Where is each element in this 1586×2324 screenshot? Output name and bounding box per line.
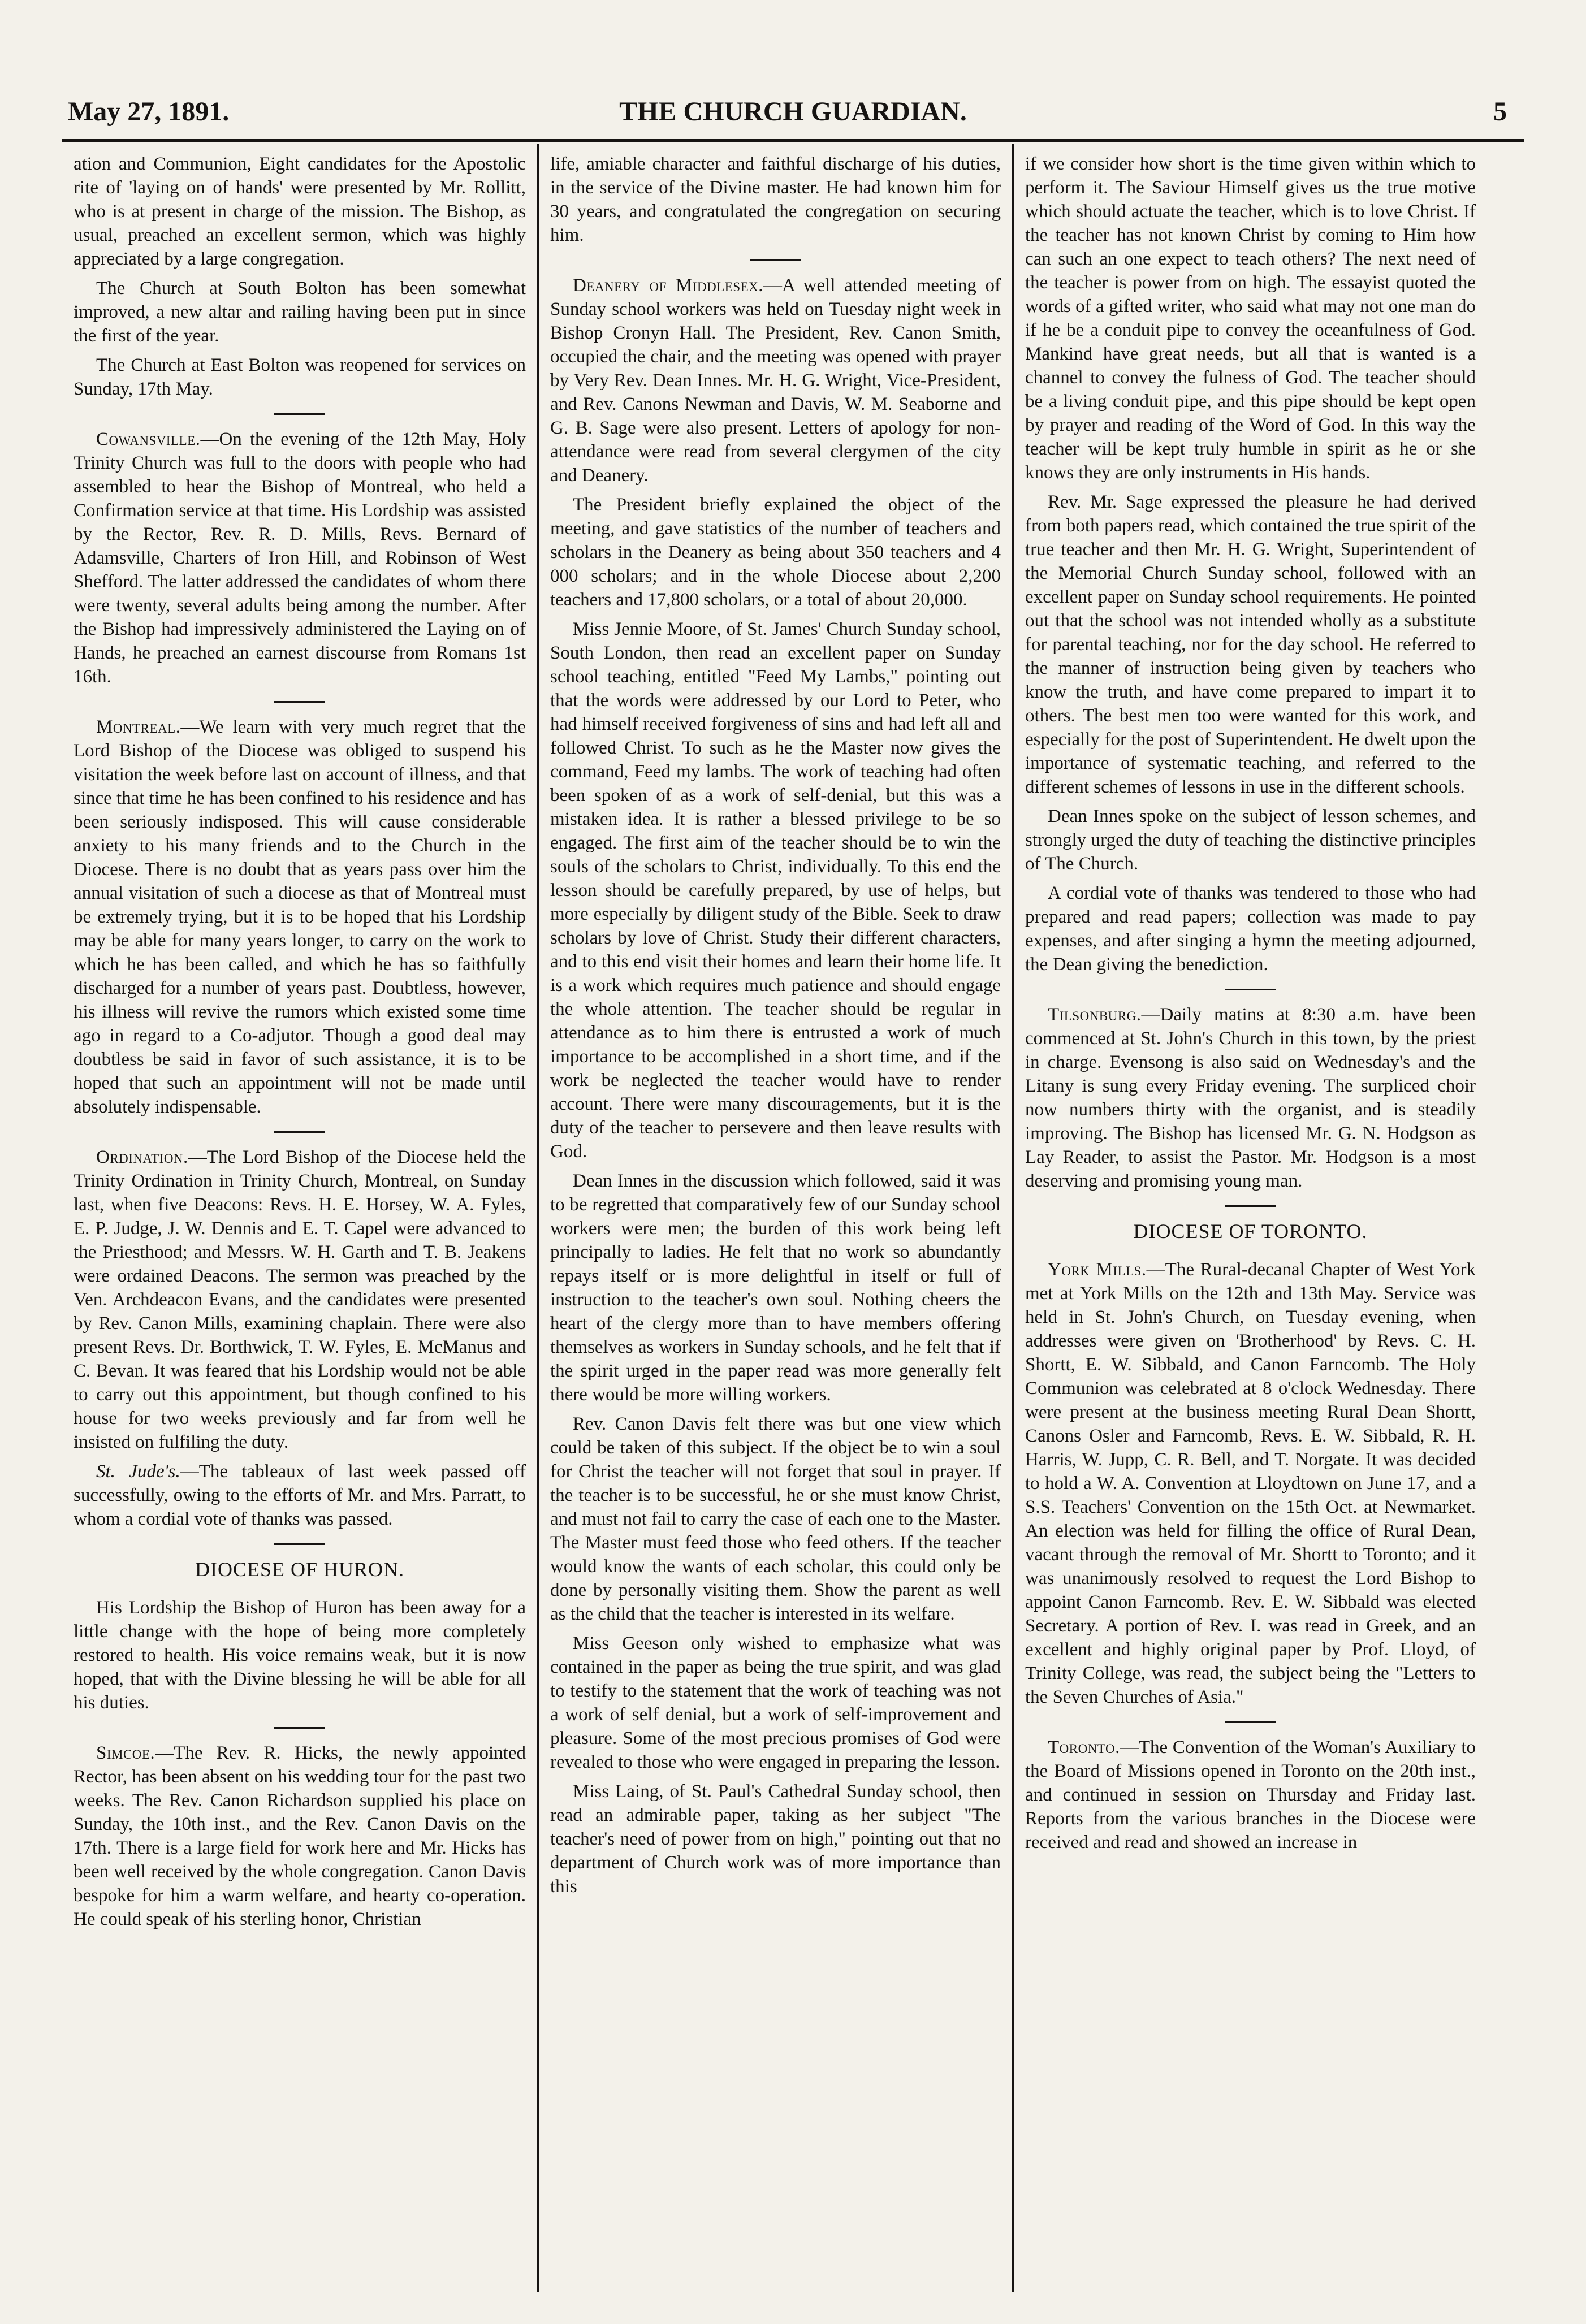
- divider: [274, 413, 325, 415]
- paragraph: A cordial vote of thanks was tendered to those who had prepared and read papers; collection was made to pay expenses, and after singing a hymn the meeting adjourned, the Dean giving the benediction.: [1025, 883, 1476, 975]
- masthead-title: THE CHURCH GUARDIAN.: [619, 97, 967, 127]
- divider: [1225, 989, 1276, 990]
- section-heading-toronto: DIOCESE OF TORONTO.: [1133, 1220, 1368, 1243]
- paragraph: Rev. Canon Davis felt there was but one view which could be taken of this subject. If the object be to win a soul for Christ the teacher will not forget that soul in prayer. If the teacher is to be successful, he or she must know Christ, and must not fail to carry the case of each one to the Master. The Master must feed those who feed others. If the teacher would know the wants of each scholar, this could only be done by personally visiting them. Show the parent as well as the child that the teacher is interested in its welfare.: [550, 1414, 1001, 1624]
- paragraph: The Church at South Bolton has been somewhat improved, a new altar and railing having been put in since the first of the year.: [74, 278, 526, 346]
- divider: [1225, 1721, 1276, 1723]
- divider: [274, 1543, 325, 1545]
- paragraph: Dean Innes spoke on the subject of lesson schemes, and strongly urged the duty of teaching the distinctive principles of The Church.: [1025, 806, 1476, 874]
- item-text: —A well attended meeting of Sunday school workers was held on Tuesday night week in Bishop Cronyn Hall. The President, Rev. Canon Smith, occupied the chair, and the meeting was opened with prayer by Very Rev. Dean Innes. Mr. H. G. Wright, Vice-President, and Rev. Canons Newman and Davis, W. M. Seaborne and G. B. Sage were also present. Letters of apology for non-attendance were read from several clergymen of the city and Deanery.: [550, 275, 1001, 486]
- paragraph: Miss Laing, of St. Paul's Cathedral Sunday school, then read an admirable paper, taking as her subject "The teacher's need of power from on high," pointing out that no department of Church work was of more importance than this: [550, 1781, 1001, 1897]
- paragraph: Rev. Mr. Sage expressed the pleasure he had derived from both papers read, which contained the true spirit of the true teacher and then Mr. H. G. Wright, Superintendent of the Memorial Church Sunday school, followed with an excellent paper on Sunday school requirements. He pointed out that the school was not intended wholly as a substitute for parental teaching, nor for the day school. He referred to the manner of instruction being given by teachers who know the truth, and have come prepared to impart it to others. The best men too were wanted for this work, and especially for the post of Superintendent. He dwelt upon the importance of systematic teaching, and referred to the different schemes of lessons in use in the different schools.: [1025, 492, 1476, 797]
- column-2: [537, 144, 1012, 2292]
- paragraph: Miss Jennie Moore, of St. James' Church Sunday school, South London, then read an excellent paper on Sunday school teaching, entitled "Feed My Lambs," pointing out that the words were addressed by our Lord to Peter, who had himself received forgiveness of sins and had left all and followed Christ. To such as he the Master now gives the command, Feed my lambs. The work of teaching had often been spoken of as a work of self-denial, but this was a mistaken idea. It is rather a blessed privilege to be so engaged. The first aim of the teacher should be to win the souls of the scholars to Christ, individually. To this end the lesson should be carefully prepared, by use of helps, but more especially by diligent study of the Bible. Seek to draw scholars by love of Christ. Study their different characters, and to this end visit their homes and learn their home life. It is a work which requires much patience and should engage the whole attention. The teacher should be regular in attendance as to him there is entrusted a work of much importance to be accomplished in a short time, and if the work be neglected the teacher would have to render account. There were many discouragements, but it is the duty of the teacher to persevere and then leave results with God.: [550, 619, 1001, 1162]
- news-item-deanery-of-middlesex: [550, 274, 1001, 487]
- item-text: —The Lord Bishop of the Diocese held the Trinity Ordination in Trinity Church, Montreal, on Sunday last, when five Deacons: Revs. H. E. Horsey, W. A. Fyles, E. P. Judge, J. W. Dennis and E. T. Capel were advanced to the Priesthood; and Messrs. W. H. Garth and T. B. Jeakens were ordained Deacons. The sermon was preached by the Ven. Archdeacon Evans, and the candidates were presented by Rev. Canon Mills, examining chaplain. There were also present Revs. Dr. Borthwick, T. W. Fyles, E. McManus and C. Bevan. It was feared that his Lordship would not be able to carry out this appointment, but though confined to his house for two weeks previously and far from well he insisted on fulfiling the duty.: [74, 1147, 526, 1452]
- news-item-tilsonburg: [1025, 1003, 1476, 1193]
- paragraph: Miss Geeson only wished to emphasize what was contained in the paper as being the true spirit, and was glad to testify to the statement that the work of teaching was not a work of self denial, but a work of self-improvement and pleasure. Some of the most precious promises of God were revealed to those who were engaged in preparing the lesson.: [550, 1633, 1001, 1772]
- item-text: —On the evening of the 12th May, Holy Trinity Church was full to the doors with people who had assembled to hear the Bishop of Montreal, who held a Confirmation service at that time. His Lordship was assisted by the Rector, Rev. R. D. Mills, Revs. Bernard of Adamsville, Charters of Iron Hill, and Robinson of West Shefford. The latter addressed the candidates of whom there were twenty, several adults being among the number. After the Bishop had impressively administered the Laying on of Hands, he preached an earnest discourse from Romans 1st 16th.: [74, 429, 526, 687]
- item-heading: Tilsonburg.: [1048, 1005, 1142, 1025]
- paragraph: Dean Innes in the discussion which followed, said it was to be regretted that comparatively few of our Sunday school workers were men; the burden of this work being left principally to ladies. He felt that no work so abundantly repays itself or is more delightful in itself or full of instruction to the teacher's own soul. Nothing cheers the heart of the clergy more than to have members offering themselves as workers in Sunday schools, and he felt that if the spirit urged in the paper read was more generally felt there would be more willing workers.: [550, 1171, 1001, 1405]
- divider: [274, 1131, 325, 1133]
- news-item-simcoe: [74, 1741, 526, 1931]
- news-item-cowansville: [74, 427, 526, 689]
- divider: [274, 701, 325, 703]
- item-heading: York Mills.: [1048, 1260, 1147, 1280]
- section-heading-huron: DIOCESE OF HURON.: [195, 1558, 405, 1581]
- divider: [750, 259, 801, 261]
- page-number: 5: [1493, 97, 1507, 127]
- paragraph: His Lordship the Bishop of Huron has been away for a little change with the hope of being more completely restored to health. His voice remains weak, but it is now hoped, that with the Divine blessing he will be able for all his duties.: [74, 1598, 526, 1713]
- header-rule: [62, 139, 1524, 142]
- item-text: —Daily matins at 8:30 a.m. have been commenced at St. John's Church in this town, by the priest in charge. Evensong is also said on Wednesday's and the Litany is sung every Friday evening. The surpliced choir now numbers thirty with the organist, and is steadily improving. The Bishop has licensed Mr. G. N. Hodgson as Lay Reader, to assist the Pastor. Mr. Hodgson is a most deserving and promising young man.: [1025, 1005, 1476, 1191]
- paragraph: ation and Communion, Eight candidates for the Apostolic rite of 'laying on of hands' were presented by Mr. Rollitt, who is at present in charge of the mission. The Bishop, as usual, preached an excellent sermon, which was highly appreciated by a large congregation.: [74, 154, 526, 269]
- item-text: —The Rural-decanal Chapter of West York met at York Mills on the 12th and 13th May. Service was held in St. John's Church, on Tuesday evening, when addresses were given on 'Brotherhood' by Revs. C. H. Shortt, E. W. Sibbald, and Canon Farncomb. The Holy Communion was celebrated at 8 o'clock Wednesday. There were present at the business meeting Rural Dean Shortt, Canons Osler and Farncomb, Revs. E. W. Sibbald, R. H. Harris, W. Jupp, C. R. Bell, and T. Norgate. It was decided to hold a W. A. Convention at Lloydtown on June 17, and a S.S. Teachers' Convention on the 15th Oct. at Newmarket. An election was held for filling the office of Rural Dean, vacant through the removal of Mr. Shortt to Toronto; and it was unanimously resolved to request the Lord Bishop to appoint Canon Farncomb. Rev. E. W. Sibbald was elected Secretary. A portion of Rev. I. was read in Greek, and an excellent and highly original paper by Prof. Lloyd, of Trinity College, was read, the subject being the "Letters to the Seven Churches of Asia.": [1025, 1260, 1476, 1707]
- page-header: [62, 96, 1524, 136]
- news-item-st-judes: [74, 1460, 526, 1531]
- paragraph: if we consider how short is the time given within which to perform it. The Saviour Himself gives us the true motive which should actuate the teacher, which is to love Christ. If the teacher has not known Christ by coming to Him how can such an one expect to teach others? The next need of the teacher is power from on high. The essayist quoted the words of a gifted writer, who said what may not one man do if he be a conduit pipe to convey the oceanfulness of God. Mankind have great needs, but all that is wanted is a channel to convey the fulness of God. The teacher should be a living conduit pipe, and this pipe should be kept open by prayer and reading of the Word of God. In this way the teacher will be kept truly humble in spirit as he or she knows they are only instruments in His hands.: [1025, 154, 1476, 483]
- news-item-ordination: [74, 1145, 526, 1454]
- paragraph: The President briefly explained the object of the meeting, and gave statistics of the number of teachers and scholars in the Deanery as being about 350 teachers and 4 000 scholars; and in the whole Diocese about 2,200 teachers and 17,800 scholars, or a total of about 20,000.: [550, 495, 1001, 610]
- columns: [62, 144, 1524, 2292]
- item-heading: St. Jude's.: [96, 1461, 180, 1482]
- issue-date: May 27, 1891.: [68, 97, 230, 127]
- column-3: [1012, 144, 1487, 2292]
- item-heading: Ordination.: [96, 1147, 188, 1167]
- news-item-york-mills: [1025, 1258, 1476, 1709]
- paragraph: The Church at East Bolton was reopened for services on Sunday, 17th May.: [74, 355, 526, 399]
- item-text: —The Convention of the Woman's Auxiliary to the Board of Missions opened in Toronto on the 20th inst., and continued in session on Thursday and Friday last. Reports from the various branches in the Diocese were received and read and showed an increase in: [1025, 1737, 1476, 1853]
- column-1: [62, 144, 537, 2292]
- item-text: —We learn with very much regret that the Lord Bishop of the Diocese was obliged to suspend his visitation the week before last on account of illness, and that since that time he has been confined to his residence and has been seriously indisposed. This will cause considerable anxiety to his many friends and to the Church in the Diocese. There is no doubt that as years pass over him the annual visitation of such a diocese as that of Montreal must be extremely trying, but it is to be hoped that his Lordship may be able for many years longer, to carry on the work to which he has been called, and which he has so faithfully discharged for a number of years past. Doubtless, however, his illness will revive the rumors which existed some time ago in regard to a Co-adjutor. Though a good deal may doubtless be said in favor of such assistance, it is to be hoped that such an appointment will not be made until absolutely indispensable.: [74, 717, 526, 1117]
- news-item-montreal: [74, 715, 526, 1119]
- item-text: —The tableaux of last week passed off successfully, owing to the efforts of Mr. and Mrs. Parratt, to whom a cordial vote of thanks was passed.: [74, 1461, 526, 1529]
- item-text: —The Rev. R. Hicks, the newly appointed Rector, has been absent on his wedding tour for the past two weeks. The Rev. Canon Richardson supplied his place on Sunday, the 10th inst., and the Rev. Canon Davis on the 17th. There is a large field for work here and Mr. Hicks has been well received by the whole congregation. Canon Davis bespoke for him a warm welfare, and hearty co-operation. He could speak of his sterling honor, Christian: [74, 1743, 526, 1929]
- divider: [274, 1727, 325, 1729]
- paragraph: life, amiable character and faithful discharge of his duties, in the service of the Divine master. He had known him for 30 years, and congratulated the congregation on securing him.: [550, 154, 1001, 245]
- item-heading: Toronto.: [1048, 1737, 1120, 1758]
- divider: [1225, 1205, 1276, 1207]
- item-heading: Cowansville.: [96, 429, 201, 449]
- item-heading: Simcoe.: [96, 1743, 155, 1763]
- item-heading: Deanery of Middlesex.: [573, 275, 764, 296]
- item-heading: Montreal.: [96, 717, 181, 737]
- news-item-toronto: [1025, 1736, 1476, 1854]
